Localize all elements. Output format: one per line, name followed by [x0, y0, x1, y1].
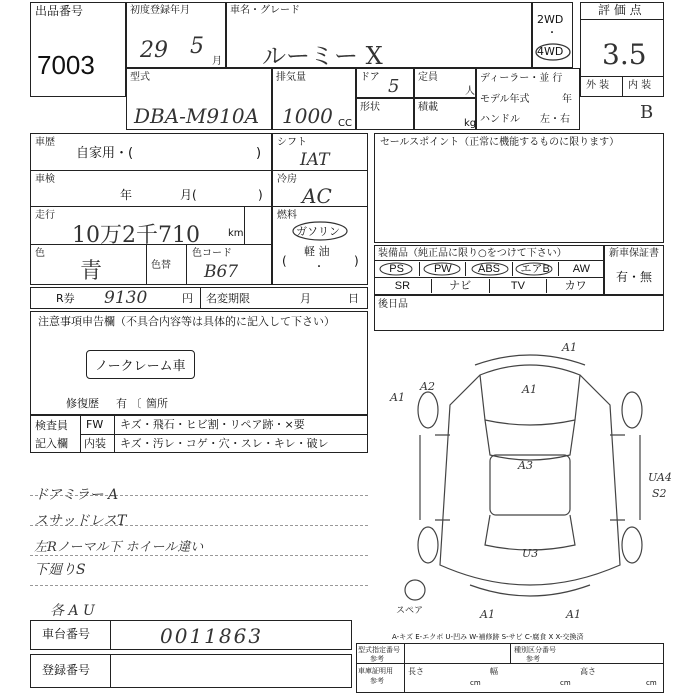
- chassis-value: 0011863: [160, 624, 264, 648]
- load-unit: kg: [464, 118, 477, 129]
- warranty-label: 新車保証書: [609, 248, 659, 259]
- sales-point-box: [374, 133, 664, 243]
- mark-a1-hood: A1: [522, 383, 537, 396]
- door-value: 5: [388, 76, 400, 97]
- handwritten-note-4: 下廻りS: [34, 562, 86, 578]
- inspector-label-2: 記入欄: [35, 437, 68, 450]
- equipment-item-ナビ: ナビ: [431, 279, 489, 293]
- load-label: 積載: [418, 102, 438, 113]
- chassis-label: 車台番号: [42, 627, 91, 641]
- score-divider: [580, 19, 664, 20]
- history-close: ): [256, 146, 262, 161]
- handle-value: 左・右: [540, 114, 570, 125]
- lot-number-label: 出品番号: [35, 4, 84, 18]
- inspector-div-1: [80, 415, 81, 453]
- fuel-close: ): [354, 254, 359, 268]
- handwritten-note-1: ドアミラー A: [34, 487, 119, 503]
- height-unit: cm: [646, 679, 657, 687]
- equipment-strike-marks: [374, 262, 564, 276]
- inspection-close: ): [258, 188, 263, 202]
- mark-ua4-right: UA4: [648, 471, 672, 484]
- score-value: 3.5: [602, 38, 647, 71]
- equipment-item-エアb: エアB: [512, 262, 558, 276]
- inspector-label-1: 検査員: [35, 419, 68, 432]
- reg-no-label: 登録番号: [42, 663, 91, 677]
- designation-div-2: [404, 643, 405, 693]
- shape-label: 形状: [360, 102, 380, 113]
- displacement-label: 排気量: [276, 72, 306, 83]
- first-registration-label: 初度登録年月: [130, 5, 190, 16]
- color-label: 色: [35, 248, 45, 259]
- mark-a1-rear-right: A1: [566, 608, 581, 620]
- post-install-box: [374, 295, 664, 331]
- first-registration-month: 5: [190, 34, 204, 59]
- score-divider-v: [622, 76, 623, 97]
- model-grade-label: 車名・グレード: [230, 5, 300, 16]
- equipment-item-sr: SR: [394, 280, 411, 292]
- inspection-year: 年: [120, 188, 133, 202]
- model-grade-value: ルーミー X: [262, 42, 383, 70]
- type-value: DBA-M910A: [134, 104, 260, 128]
- mark-s2-right: S2: [652, 487, 667, 500]
- handwritten-note-5: 各 A U: [50, 603, 95, 619]
- exterior-label: 外 装: [586, 80, 610, 91]
- car-damage-diagram: [380, 335, 680, 620]
- model-year-unit: 年: [562, 94, 572, 105]
- recycle-divider: [200, 287, 201, 309]
- inspector-mid: [80, 434, 368, 435]
- notes-label: 注意事項申告欄（不具合内容等は具体的に記入して下さい）: [38, 315, 335, 328]
- drive-dot: ・: [547, 28, 557, 39]
- ac-label: 冷房: [277, 174, 297, 185]
- dealer-label: ディーラー・並 行: [480, 73, 563, 84]
- mark-a3-roof: A3: [518, 459, 533, 472]
- fuel-label: 燃料: [277, 210, 297, 221]
- inspector-div-2: [114, 415, 115, 453]
- hist-line-1: [30, 170, 272, 171]
- type-label: 型式: [130, 72, 150, 83]
- lot-number-value: 7003: [37, 50, 95, 80]
- reg-no-divider: [110, 654, 111, 688]
- warranty-value: 有・無: [616, 270, 653, 284]
- handle-label: ハンドル: [480, 114, 520, 125]
- repair-history-label: 修復歴: [66, 397, 99, 410]
- interior-label: 内 装: [628, 80, 652, 91]
- damage-legend: A-キズ E-エクボ U-凹み W-補修跡 S-サビ C-腐食 X X-交換済: [392, 633, 584, 641]
- shift-label: シフト: [277, 137, 307, 148]
- mileage-unit: km: [228, 228, 244, 239]
- first-registration-year: 29: [140, 38, 168, 63]
- displacement-value: 1000: [282, 104, 333, 128]
- designated-label: 型式指定番号: [358, 646, 400, 654]
- mileage-divider: [244, 206, 245, 244]
- cert-label: 車庫証明用: [358, 667, 393, 675]
- gasoline-circle-mark: [290, 220, 350, 242]
- equipment-item-pw: PW: [419, 262, 465, 276]
- mark-a1-front-left: A2: [420, 380, 435, 393]
- capacity-label: 定員: [418, 72, 438, 83]
- fuel-dot: ・: [314, 262, 324, 273]
- equipment-item-tv: TV: [489, 279, 547, 293]
- shift-value: IAT: [300, 150, 330, 170]
- post-install-label: 後日品: [378, 299, 408, 310]
- equipment-item-abs: ABS: [465, 262, 511, 276]
- interior-insp-text: キズ・汚レ・コゲ・穴・スレ・キレ・破レ: [120, 437, 329, 450]
- color-value: 青: [80, 259, 103, 284]
- width-label: 幅: [490, 667, 498, 676]
- designated-ref: 参考: [370, 655, 384, 663]
- handwritten-note-2: スサッドレスT: [34, 513, 127, 529]
- color-code-value: B67: [204, 262, 239, 282]
- length-label: 長さ: [408, 667, 424, 676]
- category-ref: 参考: [526, 655, 540, 663]
- model-year-label: モデル年式: [480, 94, 530, 105]
- category-label: 種別区分番号: [514, 646, 556, 654]
- mark-a2-top: A1: [562, 341, 577, 354]
- spare-label: スペア: [396, 606, 424, 616]
- equipment-item-カワ: カワ: [546, 279, 604, 293]
- displacement-unit: CC: [338, 118, 352, 129]
- equipment-item-aw: AW: [558, 262, 604, 276]
- mark-u3-rear: U3: [522, 547, 539, 560]
- door-label: ドア: [360, 72, 380, 83]
- drive-2wd: 2WD: [537, 13, 564, 26]
- notes-line-4: [30, 585, 368, 586]
- hist-line-2: [30, 206, 272, 207]
- repaint-label: 色替: [151, 260, 171, 271]
- name-change-day: 日: [348, 292, 359, 305]
- handwritten-note-3: 左Rノーマル下 ホイール違い: [34, 540, 204, 555]
- no-claim-stamp: ノークレーム車: [86, 350, 195, 379]
- equipment-item-ps: PS: [389, 263, 404, 275]
- history-label: 車歴: [35, 137, 55, 148]
- inspection-label: 車検: [35, 174, 55, 185]
- chassis-divider: [110, 620, 111, 650]
- equip-line-2: [374, 277, 604, 278]
- drive-4wd: 4WD: [537, 45, 564, 58]
- equipment-label: 装備品（純正品に限り○をつけて下さい）: [378, 248, 567, 259]
- cert-ref: 参考: [370, 677, 384, 685]
- fw-text: キズ・飛石・ヒビ割・リペア跡・×要: [120, 418, 305, 431]
- repair-history-value: 有 〔: [116, 397, 142, 410]
- height-label: 高さ: [580, 667, 596, 676]
- ac-value: AC: [302, 184, 332, 208]
- 4wd-circle-mark: [532, 40, 574, 64]
- mark-a1-rear-left: A1: [480, 608, 495, 620]
- interior-grade: B: [640, 102, 654, 123]
- name-change-month: 月: [300, 292, 311, 305]
- mark-a1-left-rear: A1: [390, 391, 405, 404]
- repair-history-unit: 箇所: [146, 397, 168, 410]
- score-label: 評 価 点: [598, 3, 642, 17]
- equip-line-1: [374, 260, 604, 261]
- sales-point-label: セールスポイント（正常に機能するものに限ります）: [380, 137, 620, 148]
- fuel-gasoline: ガソリン: [296, 225, 340, 238]
- fuel-open: (: [282, 254, 287, 268]
- drive-line-1: [272, 170, 368, 171]
- capacity-unit: 人: [465, 86, 475, 97]
- recycle-row: [30, 287, 368, 309]
- recycle-label: R券: [56, 292, 75, 305]
- mileage-label: 走行: [35, 210, 55, 221]
- notes-line-3: [30, 555, 368, 556]
- recycle-value: 9130: [104, 288, 148, 308]
- color-code-label: 色コード: [192, 248, 232, 259]
- inspection-month: 月(: [180, 188, 197, 202]
- month-unit: 月: [212, 56, 222, 67]
- interior-insp-label: 内装: [84, 437, 106, 450]
- width-unit: cm: [560, 679, 571, 687]
- recycle-unit: 円: [182, 292, 193, 305]
- designation-mid: [356, 663, 664, 664]
- fuel-diesel: 軽 油: [304, 245, 330, 258]
- name-change-label: 名変期限: [206, 292, 250, 305]
- color-divider-2: [186, 244, 187, 285]
- color-divider-1: [146, 244, 147, 285]
- mileage-value: 10万2千710: [72, 223, 200, 248]
- history-value: 自家用・(: [76, 146, 134, 161]
- length-unit: cm: [470, 679, 481, 687]
- equipment-row-2: [374, 279, 604, 293]
- designation-div: [510, 643, 511, 663]
- fw-label: FW: [86, 418, 104, 431]
